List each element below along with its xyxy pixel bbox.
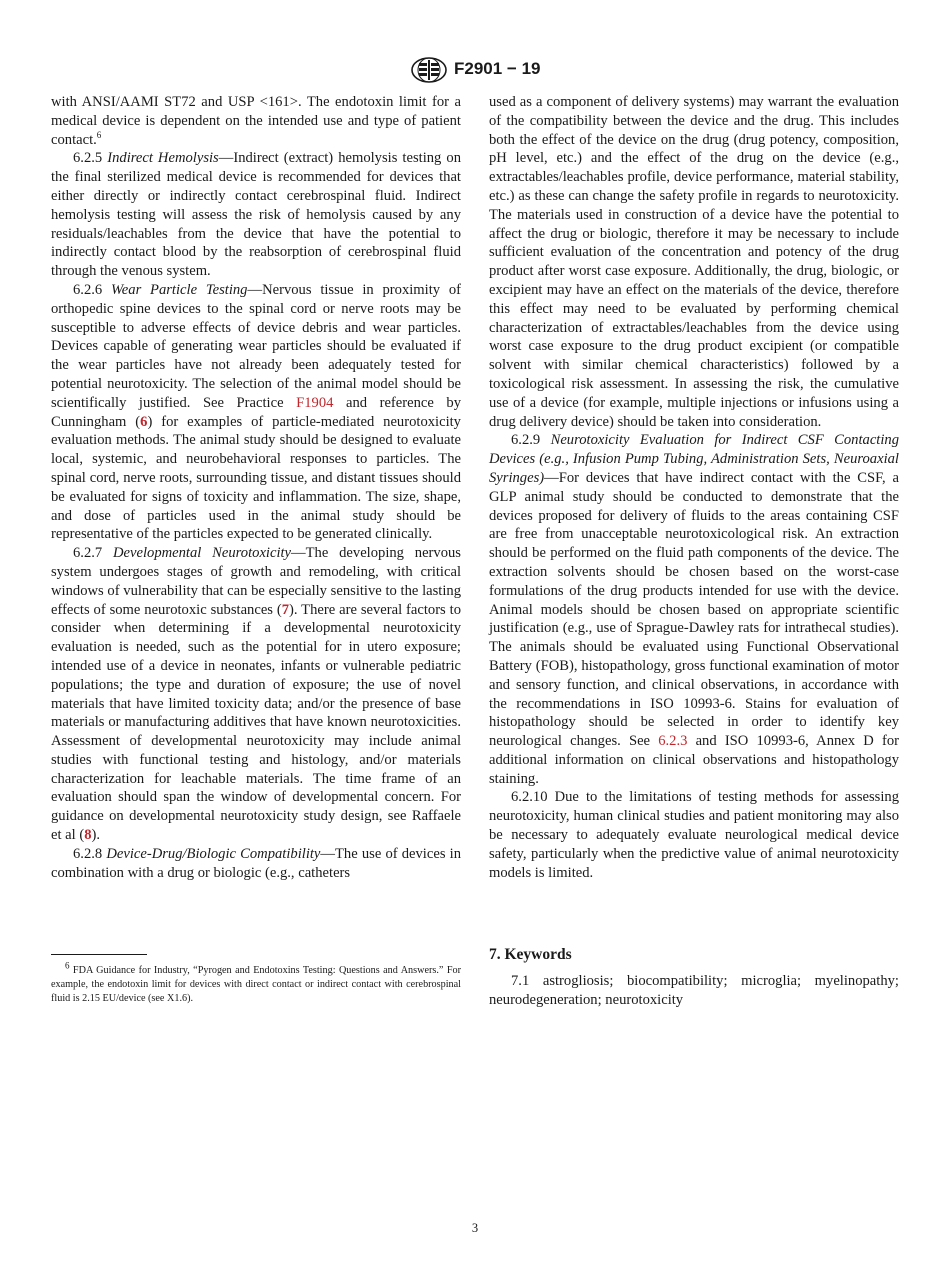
page-number: 3 bbox=[471, 1221, 479, 1235]
section-6-2-8: 6.2.8 Device-Drug/Biologic Compatibility—The use of devices in combination with a drug or biologic (e.g., catheters bbox=[51, 845, 461, 881]
footnote-divider bbox=[51, 954, 147, 955]
right-column bbox=[489, 93, 899, 882]
practice-f1904-link[interactable]: F1904 bbox=[296, 394, 334, 411]
section-title: Neurotoxicity Evaluation for Indirect CSF Contacting Devices (e.g., Infusion Pump Tubing, Administration Sets, Neuroaxial Syringes) bbox=[489, 432, 899, 486]
endotoxin-paragraph: with ANSI/AAMI ST72 and USP <161>. The endotoxin limit for a medical device is dependent on the intended use and type of patient contact.$^6$ bbox=[51, 94, 461, 148]
compatibility-continuation: used as a component of delivery systems) may warrant the evaluation of the compatibility between the device and the drug. This includes both the effect of the device on the drug (drug potency, composition, pH level, etc.) and the effect of the drug on the device (e.g., extractables/leachables profile, device performance, material stability, etc.) as these can change the safety profile in regards to neurotoxicity. The materials used in construction of a device have the potential to affect the drug or biologic, therefore it may be necessary to include sufficient evaluation of the concentration and potency of the drug product after worst case exposure. Additionally, the drug, biologic, or excipient may have an effect on the materials of the device, therefore this effect may need to be evaluated by performing chemical characterization of extractables/leachables from the device using worst case exposure to the drug product excipient (or compatible solvent with similar chemical characteristics) followed by a toxicological risk assessment. In assessing the risk, the cumulative use of a device (for example, multiple injections or infusions using a drug delivery device) should be taken into consideration. bbox=[489, 94, 899, 430]
footnote-marker: 6 bbox=[65, 960, 70, 971]
section-6-2-3-link[interactable]: 6.2.3 bbox=[658, 733, 688, 750]
astm-logo-icon bbox=[410, 57, 448, 83]
section-title: Device-Drug/Biologic Compatibility bbox=[106, 845, 321, 862]
section-6-2-10: 6.2.10 Due to the limitations of testing methods for assessing neurotoxicity, human clinical studies and patient monitoring may also be necessary to adequately evaluate neurological medical device safety, particularly when the predictive value of animal neurotoxicity models is limited. bbox=[489, 789, 899, 881]
reference-7-link[interactable]: 7 bbox=[281, 601, 290, 618]
keywords-heading: 7. Keywords bbox=[489, 946, 572, 963]
section-title: Wear Particle Testing bbox=[110, 281, 248, 298]
reference-8-link[interactable]: 8 bbox=[84, 827, 92, 844]
page-header bbox=[0, 57, 950, 83]
keywords-section: 7.1 astrogliosis; biocompatibility; microglia; myelinopathy; neurodegeneration; neurotoxicity bbox=[489, 973, 899, 1008]
section-6-2-7: 6.2.7 Developmental Neurotoxicity—The developing nervous system undergoes stages of growth and remodeling, with critical windows of vulnerability that can be especially sensitive to the lasting effects of some neurotoxic substances (7). There are several factors to consider when determining if a developmental neurotoxicity evaluation is needed, such as the potential for in utero exposure; intended use of a device in neonates, infants or vulnerable pediatric populations; the type and duration of exposure; the use of novel materials that have limited toxicity data; and/or the presence of base materials or manufacturing additives that have known neurotoxicities. Assessment of developmental neurotoxicity may include animal studies with functional testing and histology, and/or materials characterization for leachable materials. The time frame of an evaluation should span the window of developmental concern. For guidance on developmental neurotoxicity study design, see Raffaele et al (8). bbox=[51, 545, 461, 844]
left-column bbox=[51, 93, 461, 882]
section-6-2-9: 6.2.9 Neurotoxicity Evaluation for Indirect CSF Contacting Devices (e.g., Infusion Pump Tubing, Administration Sets, Neuroaxial Syringes)—For devices that have indirect contact with the CSF, a GLP animal study should be conducted to demonstrate that the devices proposed for delivery of fluids to the areas containing CSF are free from unacceptable neurotoxicological risk. An extraction should be performed on the fluid path components of the device. The extraction solvents should be chosen based on the worst-case formulations of the drug products intended for use with the device. Animal models should be chosen based on appropriate scientific justification (e.g., use of Sprague-Dawley rats for intrathecal studies). The animals should be evaluated using Functional Observational Battery (FOB), histopathology, gross functional examination of motor and sensory function, and clinical observations, in accordance with the recommendations in ISO 10993-6. Stains for evaluation of histopathology should be selected in order to identify key neurological changes. See 6.2.3 and ISO 10993-6, Annex D for additional information on clinical observations and histopathology staining. bbox=[489, 432, 899, 787]
section-title: Developmental Neurotoxicity bbox=[113, 545, 292, 562]
footnote: $^6$ FDA Guidance for Industry, “Pyrogen and Endotoxins Testing: Questions and Answers.” For example, the endotoxin limit for devices with direct contact or indirect contact with cerebrospinal fluid is 2.15 EU/device (see X1.6). bbox=[51, 960, 461, 1004]
document-id: F2901 − 19 bbox=[454, 59, 541, 78]
section-title: Indirect Hemolysis bbox=[107, 150, 219, 167]
reference-6-link[interactable]: 6 bbox=[140, 413, 148, 430]
footnote-ref[interactable]: 6 bbox=[96, 129, 102, 140]
section-6-2-5: 6.2.5 Indirect Hemolysis—Indirect (extract) hemolysis testing on the final sterilized medical device is recommended for devices that either directly or indirectly contact cerebrospinal fluid. Indirect hemolysis testing will assess the risk of hemolysis caused by any residuals/leachables from the device that have the potential to indirectly contact blood by the reabsorption of cerebrospinal fluid through the venous system. bbox=[51, 150, 461, 280]
section-6-2-6: 6.2.6 Wear Particle Testing—Nervous tissue in proximity of orthopedic spine devices to the spinal cord or nerve roots may be susceptible to adverse effects of device debris and wear particles. Devices capable of generating wear particles should be evaluated if the wear particles have not already been adequately tested for potential neurotoxicity. The selection of the animal model should be scientifically justified. See Practice F1904 and reference by Cunningham (6) for examples of particle-mediated neurotoxicity evaluation methods. The animal study should be designed to evaluate local, systemic, and neurobehavioral responses to particles. The spinal cord, nerve roots, surrounding tissue, and distant tissues should be evaluated for signs of toxicity and inflammation. The size, shape, and dose of particles used in the animal study should be representative of the particles expected to be generated clinically. bbox=[51, 281, 461, 543]
